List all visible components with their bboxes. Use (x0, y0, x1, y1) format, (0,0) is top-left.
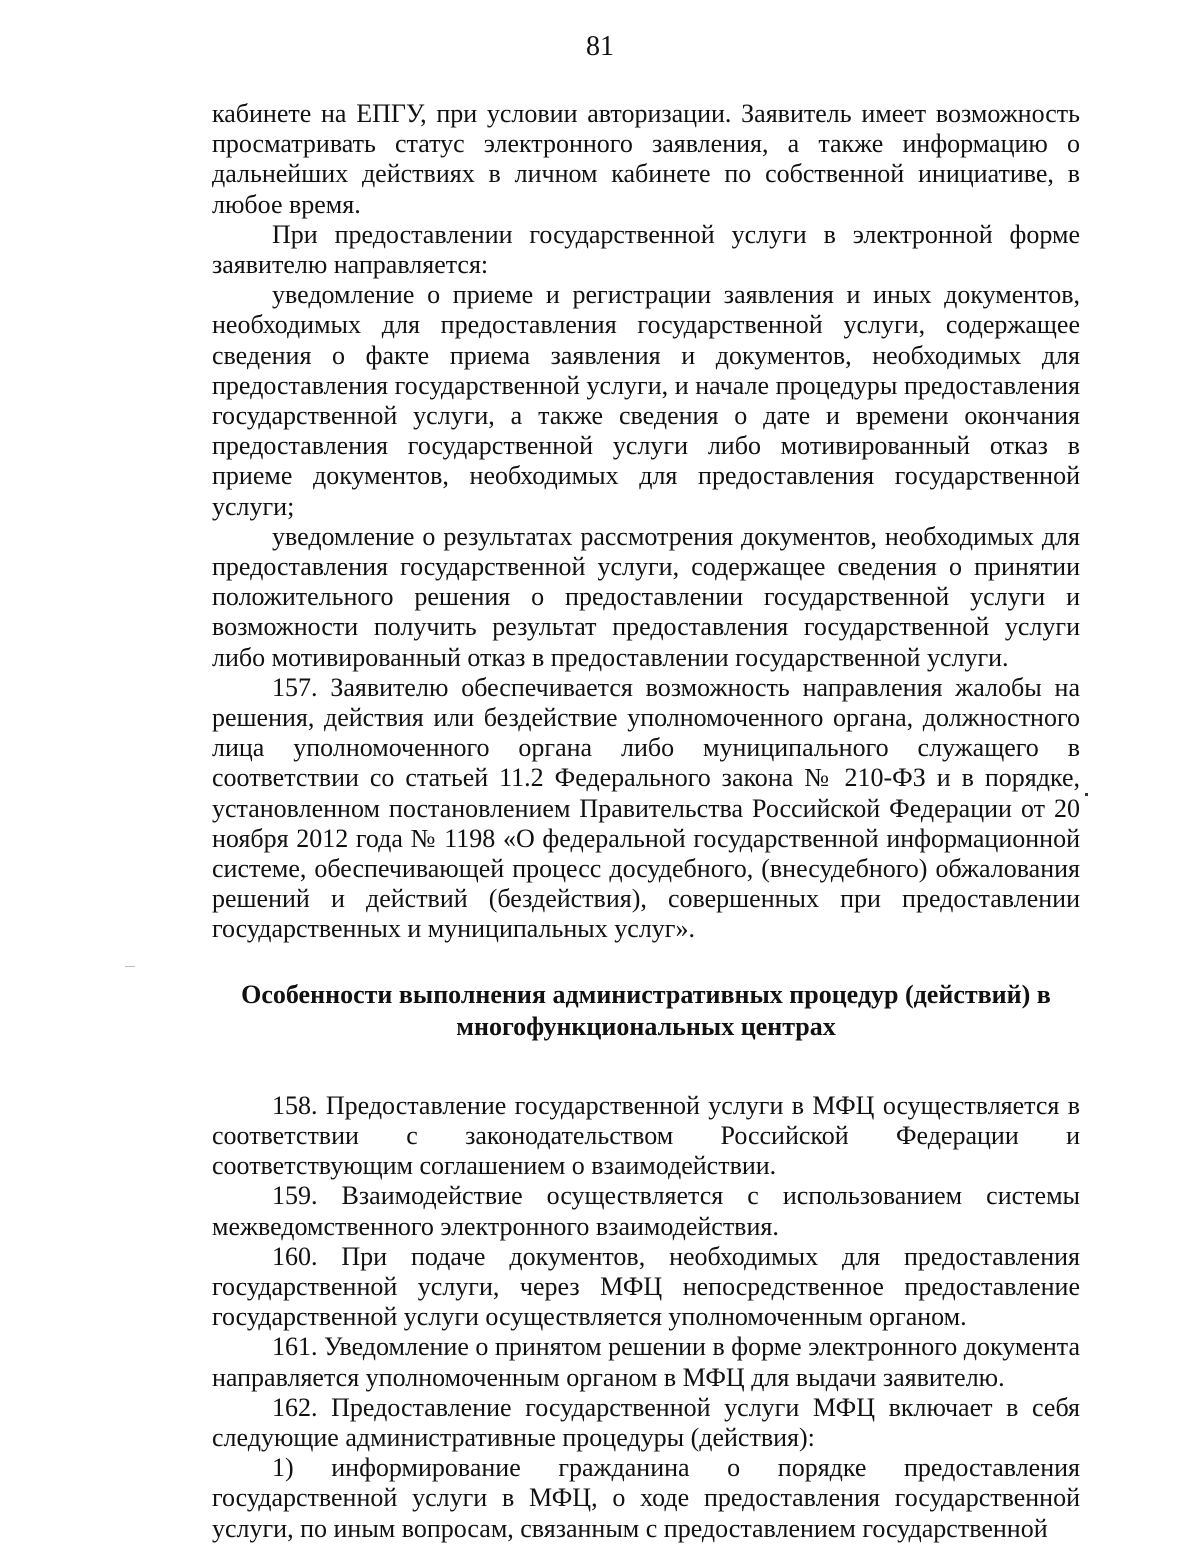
paragraph-160: 160. При подаче документов, необходимых для предоставления государственной услуги, через МФЦ непосредственное предоставление государственной услуги осуществляется уполномоченным органом. (212, 1241, 1080, 1332)
scan-artifact-dot (1085, 793, 1088, 796)
paragraph-notification-result: уведомление о результатах рассмотрения документов, необходимых для предоставления государственной услуги, содержащее сведения о принятии положительного решения о предоставлении государственной услуги и возможности получить результат предоставления государственной услуги либо мотивированный отказ в предоставлении государственной услуги. (212, 521, 1080, 672)
scan-artifact-line (125, 966, 135, 967)
paragraph-159: 159. Взаимодействие осуществляется с использованием системы межведомственного электронного взаимодействия. (212, 1181, 1080, 1241)
paragraph-notification-intro: При предоставлении государственной услуги в электронной форме заявителю направляется: (212, 219, 1080, 280)
paragraph-162: 162. Предоставление государственной услуги МФЦ включает в себя следующие административные процедуры (действия): (212, 1392, 1080, 1452)
paragraph-continuation: кабинете на ЕПГУ, при условии авторизации. Заявитель имеет возможность просматривать статус электронного заявления, а также информацию о дальнейших действиях в личном кабинете по собственной инициативе, в любое время. (212, 99, 1080, 219)
section-heading-line-2: многофункциональных центрах (456, 1011, 836, 1041)
paragraph-161: 161. Уведомление о принятом решении в форме электронного документа направляется уполномоченным органом в МФЦ для выдачи заявителю. (212, 1332, 1080, 1392)
page-number: 81 (586, 31, 614, 62)
document-body (212, 99, 1080, 1544)
section-heading-line-1: Особенности выполнения административных процедур (действий) в (241, 979, 1051, 1009)
paragraph-notification-receipt: уведомление о приеме и регистрации заявления и иных документов, необходимых для предоставления государственной услуги, содержащее сведения о факте приема заявления и документов, необходимых для предоставления государственной услуги, и начале процедуры предоставления государственной услуги, а также сведения о дате и времени окончания предоставления государственной услуги либо мотивированный отказ в приеме документов, необходимых для предоставления государственной услуги; (212, 280, 1080, 521)
section-heading (212, 979, 1080, 1043)
paragraph-158: 158. Предоставление государственной услуги в МФЦ осуществляется в соответствии с законодательством Российской Федерации и соответствующим соглашением о взаимодействии. (212, 1090, 1080, 1181)
paragraph-162-item-1: 1) информирование гражданина о порядке предоставления государственной услуги в МФЦ, о ходе предоставления государственной услуги, по иным вопросам, связанным с предоставлением государственной (212, 1453, 1080, 1543)
paragraph-157: 157. Заявителю обеспечивается возможность направления жалобы на решения, действия или бездействие уполномоченного органа, должностного лица уполномоченного органа либо муниципального служащего в соответствии со статьей 11.2 Федерального закона № 210-ФЗ и в порядке, установленном постановлением Правительства Российской Федерации от 20 ноября 2012 года № 1198 «О федеральной государственной информационной системе, обеспечивающей процесс досудебного, (внесудебного) обжалования решений и действий (бездействия), совершенных при предоставлении государственных и муниципальных услуг». (212, 672, 1080, 944)
